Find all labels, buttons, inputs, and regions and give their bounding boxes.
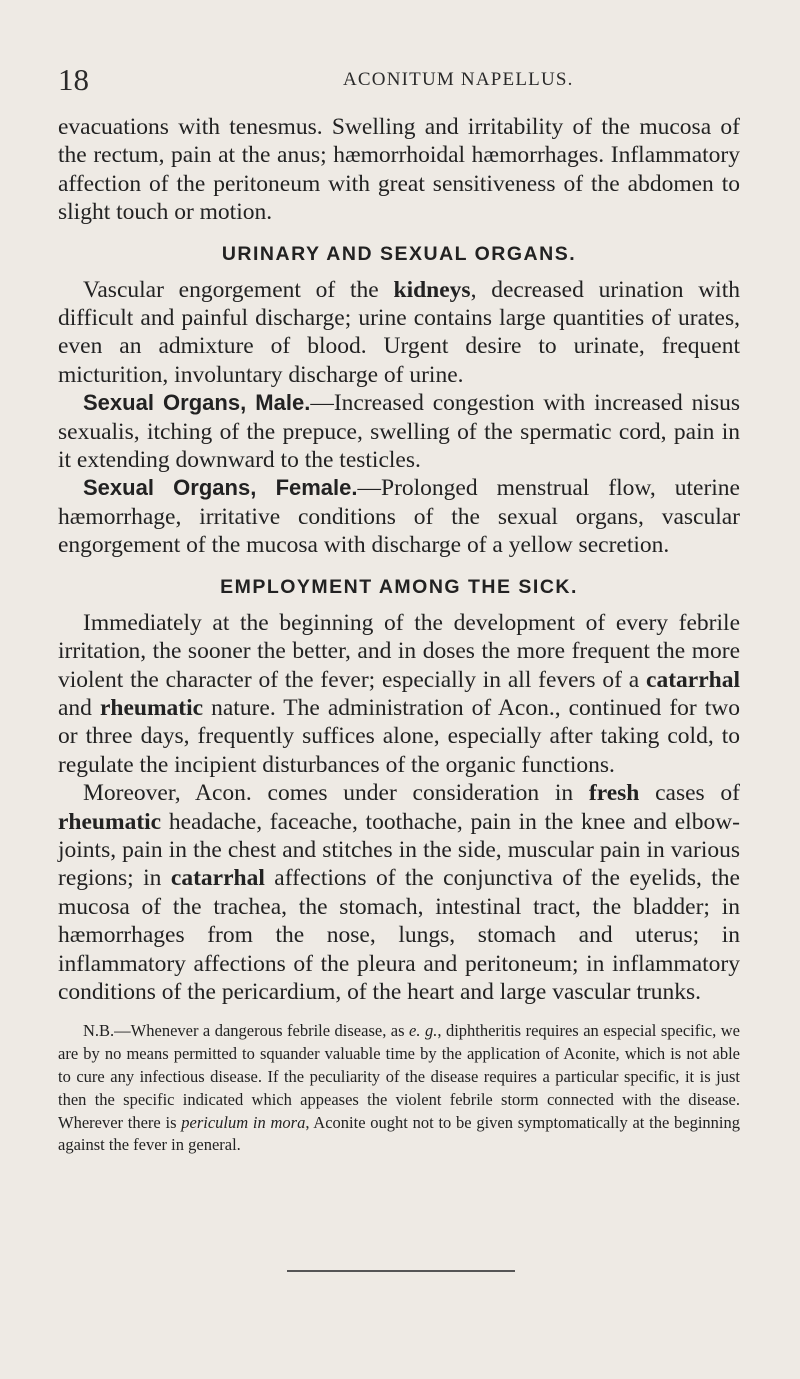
note-text-2: , diphtheritis requires an especial specific, we are by no means permitted to squander valuable time by the application of Aconite, which is not able to cure any infectious disease. If the peculiarity of the disease requires a particular specific, it is just then the specific indicated which appeases the violent febrile storm connected with the disease. Wherever there is [58,1021,741,1132]
male-paragraph [58,389,740,474]
employment-p1-text-2: and [58,694,100,721]
employment-p2-text: Moreover, Acon. comes under consideration in [83,780,589,807]
urinary-heading: URINARY AND SEXUAL ORGANS. [221,242,577,265]
footnote [58,1020,740,1157]
urinary-paragraph [58,276,740,390]
male-text: —Increased congestion with increased nisus sexualis, itching of the prepuce, swelling of the spermatic cord, pain in it extending downward to the testicles. [58,390,741,474]
employment-p1-bold-1: catarrhal [646,666,740,693]
employment-paragraph-1 [58,609,740,779]
footer-rule [287,1270,515,1272]
employment-p2-bold-1: fresh [588,780,640,807]
employment-heading: EMPLOYMENT AMONG THE SICK. [220,575,578,598]
female-paragraph [58,474,740,559]
note-italic-1: e. g. [409,1021,438,1041]
male-label: Sexual Organs, Male. [83,390,311,416]
female-text: —Prolonged menstrual flow, uterine hæmorrhage, irritative conditions of the sexual organs, vascular engorgement of the mucosa with discharge of a yellow secretion. [58,475,740,559]
text-block [58,113,740,1157]
employment-p2-bold-3: catarrhal [170,865,265,892]
urinary-p1-text-2: , decreased urination with difficult and painful discharge; urine contains large quantities of urates, even an admixture of blood. Urgent desire to urinate, frequent micturition, involuntary discharge of urine. [58,276,740,388]
urinary-p1-bold: kidneys [393,276,471,303]
employment-p2-text-3: headache, faceache, toothache, pain in the knee and elbow-joints, pain in the chest and stitches in the side, muscular pain in various regions; in [58,808,740,892]
employment-p1-text-3: nature. The administration of Acon., continued for two or three days, frequently suffices alone, especially after taking cold, to regulate the incipient disturbances of the organic functions. [58,694,740,778]
employment-p2-text-4: affections of the conjunctiva of the eyelids, the mucosa of the trachea, the stomach, intestinal tract, the bladder; in hæmorrhages from the nose, lungs, stomach and uterus; in inflammatory affections of the pleura and peritoneum; in inflammatory conditions of the pericardium, of the heart and large vascular trunks. [58,865,740,1005]
urinary-p1-text: Vascular engorgement of the [83,276,394,303]
employment-p2-text-2: cases of [639,780,740,807]
note-italic-2: periculum in mora [181,1112,306,1132]
note-text-3: , Aconite ought not to be given symptomatically at the beginning against the fever in general. [58,1112,741,1155]
note-text: N.B.—Whenever a dangerous febrile disease, as [83,1021,410,1041]
employment-p2-bold-2: rheumatic [58,808,162,835]
running-title: ACONITUM NAPELLUS. [343,69,574,90]
running-head [58,60,742,100]
female-label: Sexual Organs, Female. [83,475,358,501]
employment-paragraph-2 [58,779,740,1006]
employment-p1-bold-2: rheumatic [99,694,204,721]
employment-p1-text: Immediately at the beginning of the development of every febrile irritation, the sooner the better, and in doses the more frequent the more violent the character of the fever; especially in all fevers of a [58,609,740,693]
page-number: 18 [58,62,89,97]
intro-paragraph: evacuations with tenesmus. Swelling and irritability of the mucosa of the rectum, pain at the anus; hæmorrhoidal hæmorrhages. Inflammatory affection of the peritoneum with great sensitiveness of the abdomen to slight touch or motion. [58,114,740,226]
